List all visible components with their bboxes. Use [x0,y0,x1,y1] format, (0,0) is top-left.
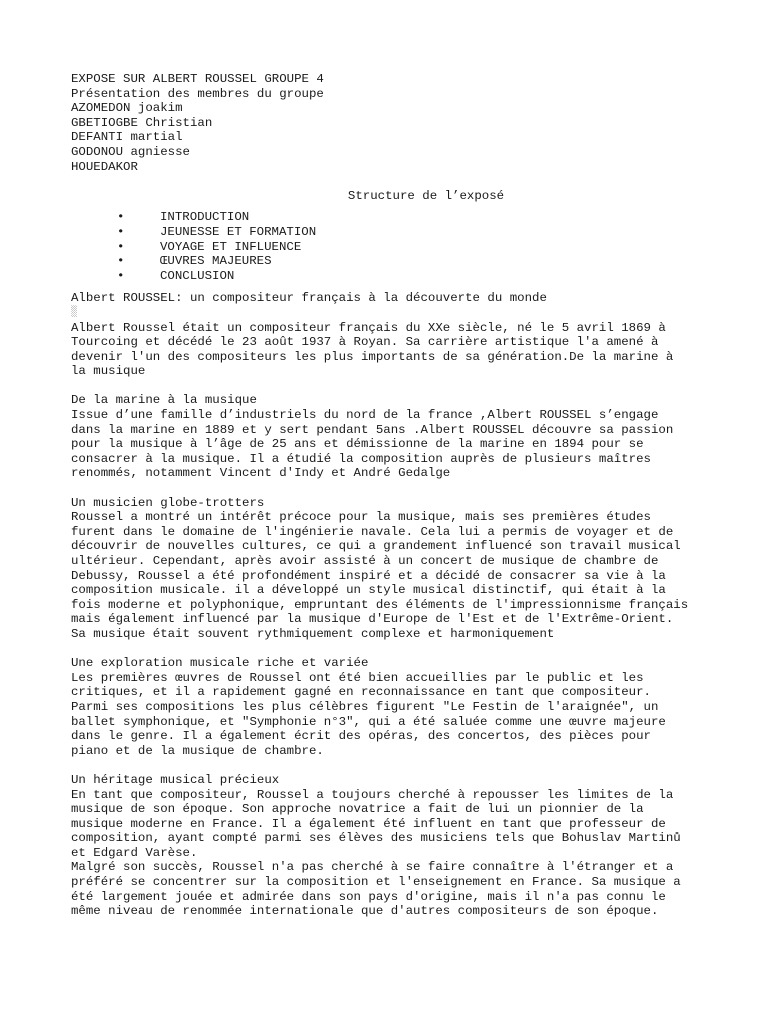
main-title: Albert ROUSSEL: un compositeur français à la découverte du monde [71,291,547,306]
paragraph-line: été largement jouée et admirée dans son pays d'origine, mais il n'a pas connu le [71,889,666,904]
paragraph-line: fois moderne et polyphonique, empruntant des éléments de l'impressionnisme français [71,597,689,612]
paragraph-line: préféré se concentrer sur la composition et l'enseignement en France. Sa musique a [71,875,681,890]
section-heading: De la marine à la musique [71,393,257,408]
list-item-label: ŒUVRES MAJEURES [160,254,272,269]
section-heading: Un musicien globe-trotters [71,495,265,510]
section-marine [71,393,711,481]
paragraph-line: furent dans le domaine de l'ingénierie navale. Cela lui a permis de voyager et de [71,524,674,539]
paragraph-line: composition musicale. il a développé un style musical distinctif, qui était à la [71,583,666,598]
paragraph-line: musique de son époque. Son approche novatrice a fait de lui un pionnier de la [71,802,644,817]
spacer [71,379,711,394]
section-heading: Un héritage musical précieux [71,772,280,787]
paragraph-line: Roussel a montré un intérêt précoce pour la musique, mais ses premières études [71,510,651,525]
paragraph-line: Malgré son succès, Roussel n'a pas cherché à se faire connaître à l'étranger et a [71,860,674,875]
paragraph-line: consacrer à la musique. Il a étudié la composition auprès de plusieurs maîtres [71,451,651,466]
paragraph-line: même niveau de renommée internationale que d'autres compositeurs de son époque. [71,904,659,919]
paragraph-line: critiques, et il a rapidement gagné en reconnaissance en tant que compositeur. [71,685,651,700]
paragraph-line: mais également influencé par la musique d'Europe de l'Est et de l'Extrême-Orient. [71,612,674,627]
paragraph-line: Les premières œuvres de Roussel ont été bien accueillies par le public et les [71,670,644,685]
member-name: HOUEDAKOR [71,159,138,174]
paragraph-line: Issue d’une famille d’industriels du nord de la france ,Albert ROUSSEL s’engage [71,408,659,423]
paragraph-line: composition, ayant compté parmi ses élèves des musiciens tels que Bohuslav Martinů [71,831,681,846]
paragraph-line: Albert Roussel était un compositeur français du XXe siècle, né le 5 avril 1869 à [71,320,666,335]
list-item [71,240,711,255]
structure-list [71,210,711,283]
paragraph-line: ballet symphonique, et "Symphonie n°3", qui a été saluée comme une œuvre majeure [71,714,666,729]
spacer [71,642,711,657]
section-heading: Une exploration musicale riche et variée [71,656,369,671]
paragraph-line: la musique [71,364,146,379]
list-item-label: VOYAGE ET INFLUENCE [160,239,302,254]
paragraph-line: En tant que compositeur, Roussel a toujours cherché à repousser les limites de la [71,787,674,802]
bullet-icon: • [117,210,125,225]
paragraph-line: pour la musique à l’âge de 25 ans et démissionne de la marine en 1894 pour se [71,437,644,452]
list-item-label: INTRODUCTION [160,210,250,225]
document-page [71,72,711,919]
paragraph-line: dans la marine en 1889 et y sert pendant 5ans .Albert ROUSSEL découvre sa passion [71,422,674,437]
section-exploration [71,656,711,758]
bullet-icon: • [117,254,125,269]
section-heritage [71,773,711,919]
paragraph-line: et Edgard Varèse. [71,845,198,860]
list-item [71,210,711,225]
list-item-label: CONCLUSION [160,268,235,283]
document-title: EXPOSE SUR ALBERT ROUSSEL GROUPE 4 [71,72,324,86]
paragraph-line: renommés, notamment Vincent d'Indy et André Gedalge [71,466,451,481]
paragraph-line: devenir l'un des compositeurs les plus importants de sa génération.De la marine à [71,349,674,364]
placeholder-glyph: ░ [71,306,78,318]
header-block [71,72,711,174]
list-item-label: JEUNESSE ET FORMATION [160,224,317,239]
member-name: GBETIOGBE Christian [71,115,213,130]
structure-title: Structure de l’exposé [347,188,505,203]
members-intro: Présentation des membres du groupe [71,86,324,101]
paragraph-line: Parmi ses compositions les plus célèbres figurent "Le Festin de l'araignée", un [71,699,659,714]
member-name: AZOMEDON joakim [71,101,183,116]
section-globe-trotter [71,496,711,642]
bullet-icon: • [117,239,125,254]
member-name: DEFANTI martial [71,130,183,145]
bullet-icon: • [117,268,125,283]
paragraph-line: musique moderne en France. Il a également été influent en tant que professeur de [71,816,666,831]
paragraph-line: Tourcoing et décédé le 23 août 1937 à Royan. Sa carrière artistique l'a amené à [71,335,659,350]
list-item [71,225,711,240]
list-item [71,254,711,269]
spacer [71,481,711,496]
paragraph-line: ultérieur. Cependant, après avoir assisté à un concert de musique de chambre de [71,554,659,568]
spacer [71,758,711,773]
intro-paragraph [71,321,711,379]
paragraph-line: piano et de la musique de chambre. [71,743,324,758]
bullet-icon: • [117,224,125,239]
paragraph-line: dans le genre. Il a également écrit des opéras, des concertos, des pièces pour [71,729,651,744]
paragraph-line: découvrir de nouvelles cultures, ce qui a grandement influencé son travail musical [71,539,681,554]
list-item [71,269,711,284]
paragraph-line: Sa musique était souvent rythmiquement complexe et harmoniquement [71,626,555,641]
member-name: GODONOU agniesse [71,144,190,159]
spacer [71,174,711,189]
paragraph-line: Debussy, Roussel a été profondément inspiré et a décidé de consacrer sa vie à la [71,568,666,583]
